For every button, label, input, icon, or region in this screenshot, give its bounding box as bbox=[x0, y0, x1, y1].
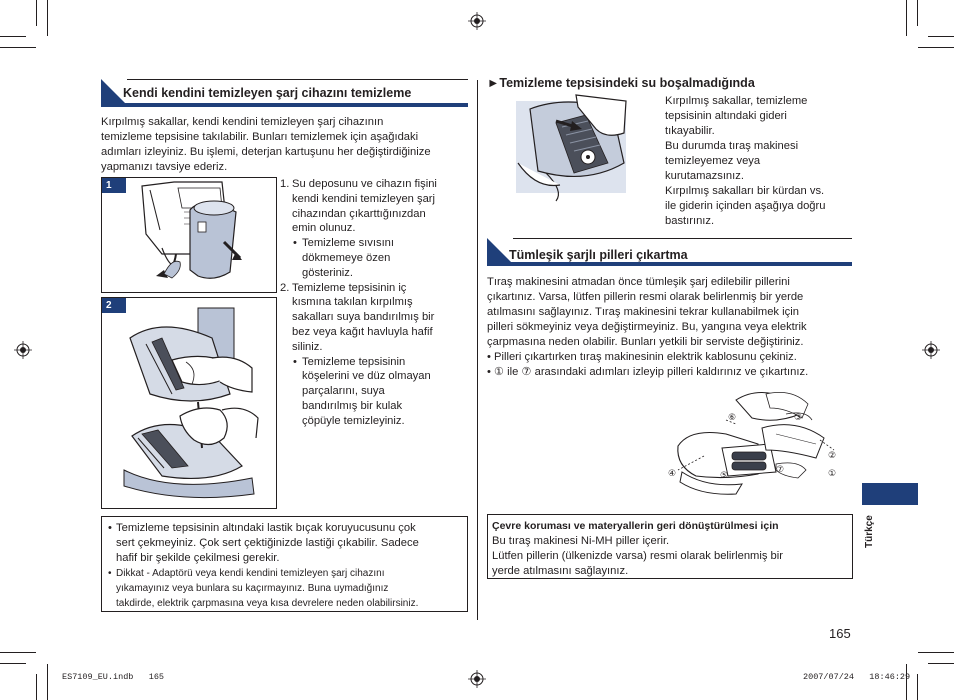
figure-number: 1 bbox=[102, 178, 126, 193]
text-line: Kırpılmış sakallar, temizleme bbox=[665, 95, 808, 107]
caution-note-1 bbox=[106, 521, 463, 566]
battery-paragraph bbox=[487, 275, 857, 380]
registration-mark-icon bbox=[468, 670, 486, 688]
drain-clearing-illustration bbox=[516, 93, 656, 203]
tray-heading: ►Temizleme tepsisindeki su boşalmadığında bbox=[487, 76, 755, 90]
crop-mark bbox=[0, 36, 26, 37]
text-line: Bu durumda tıraş makinesi bbox=[665, 140, 799, 152]
crop-mark bbox=[906, 664, 907, 700]
language-label-text: Türkçe bbox=[864, 515, 875, 548]
bullet: • bbox=[293, 355, 297, 368]
section-heading-battery bbox=[487, 238, 852, 266]
text-line: Temizleme tepsisinin bbox=[302, 355, 406, 368]
text-line: Temizleme tepsisinin iç bbox=[292, 281, 407, 294]
step-mark-3: ③ bbox=[794, 413, 803, 423]
language-tab bbox=[862, 483, 918, 505]
text-line: Temizleme tepsisinin altındaki lastik bıçak koruyucusunu çok bbox=[116, 522, 416, 534]
step-mark-1: ① bbox=[828, 469, 837, 479]
environment-title: Çevre koruması ve materyallerin geri dönüştürülmesi için bbox=[492, 520, 779, 532]
step-1-note bbox=[280, 236, 475, 280]
text-line: sakalları suya bandırılmış bir bbox=[292, 311, 435, 324]
text-line: bez veya kağıt havluyla hafif bbox=[292, 325, 433, 338]
caution-box bbox=[101, 516, 468, 612]
figure-number: 2 bbox=[102, 298, 126, 313]
battery-bullet-1: • Pilleri çıkartırken tıraş makinesinin elektrik kablosunu çekiniz. bbox=[487, 351, 797, 363]
crop-mark bbox=[918, 47, 954, 48]
intro-paragraph bbox=[101, 115, 471, 175]
text-line: gösteriniz. bbox=[302, 266, 353, 279]
page-number: 165 bbox=[829, 626, 851, 641]
charger-removal-illustration bbox=[102, 178, 276, 292]
text-line: kurutamazsınız. bbox=[665, 170, 744, 182]
text-line: parçalarını, suya bbox=[302, 385, 385, 398]
text-line: kısmına takılan kırpılmış bbox=[292, 296, 413, 309]
text-line: temizleme tepsisine takılabilir. Bunları temizlemek için aşağıdaki bbox=[101, 131, 419, 143]
environment-box bbox=[487, 514, 853, 579]
language-label bbox=[864, 508, 878, 548]
text-line: çarpmasına neden olabilir. Bunları yetkili bir serviste değiştiriniz. bbox=[487, 336, 804, 348]
step-mark-4: ④ bbox=[668, 469, 677, 479]
step-mark-6: ⑥ bbox=[728, 413, 737, 423]
text-line: hafif bir şekilde çekilmesi gerekir. bbox=[116, 552, 280, 564]
registration-mark-icon bbox=[922, 341, 940, 359]
text-line: bastırınız. bbox=[665, 215, 715, 227]
battery-removal-diagram bbox=[666, 384, 846, 496]
crop-mark bbox=[918, 652, 954, 653]
text-line: Su deposunu ve cihazın fişini bbox=[292, 178, 437, 190]
crop-mark bbox=[36, 0, 37, 26]
text-line: ile giderin içinden aşağıya doğru bbox=[665, 200, 826, 212]
text-line: adımları izleyiniz. Bu işlemi, deterjan kartuşunu her değiştirdiğinize bbox=[101, 146, 431, 158]
crop-mark bbox=[47, 664, 48, 700]
heading-text: Kendi kendini temizleyen şarj cihazını temizleme bbox=[123, 86, 412, 100]
footer-file: ES7109_EU.indb 165 bbox=[62, 672, 165, 682]
step-1 bbox=[280, 177, 475, 236]
bullet: • bbox=[293, 237, 297, 250]
text-line: tıkayabilir. bbox=[665, 125, 715, 137]
text-line: Bu tıraş makinesi Ni-MH piller içerir. bbox=[492, 535, 670, 547]
text-line: sert çekmeyiniz. Çok sert çektiğinizde lastiği çıkabilir. Sadece bbox=[116, 537, 419, 549]
text-line: siliniz. bbox=[292, 340, 323, 353]
text-line: pilleri sökmeyiniz veya değiştirmeyiniz. Bu, yangına veya elektrik bbox=[487, 321, 807, 333]
crop-mark bbox=[47, 0, 48, 36]
text-line: Temizleme sıvısını bbox=[302, 237, 395, 250]
column-divider bbox=[477, 80, 478, 620]
step-number: 1. bbox=[280, 178, 290, 190]
text-line: köşelerini ve düz olmayan bbox=[302, 370, 431, 383]
registration-mark-icon bbox=[14, 341, 32, 359]
step-mark-7: ⑦ bbox=[776, 465, 785, 475]
text-line: dökmemeye özen bbox=[302, 251, 391, 264]
crop-mark bbox=[0, 663, 26, 664]
section-heading-cleaning bbox=[101, 79, 468, 107]
text-line: Kırpılmış sakalları bir kürdan vs. bbox=[665, 185, 825, 197]
text-line: tepsisinin altındaki gideri bbox=[665, 110, 787, 122]
text-line: çöpüyle temizleyiniz. bbox=[302, 414, 405, 427]
crop-mark bbox=[928, 36, 954, 37]
crop-mark bbox=[36, 674, 37, 700]
crop-mark bbox=[928, 663, 954, 664]
text-line: yıkamayınız veya bunlara su kaçırmayınız. Buna uymadığınız bbox=[116, 583, 389, 594]
text-line: emin olunuz. bbox=[292, 222, 356, 235]
text-line: Lütfen pillerin (ülkenizde varsa) resmi olarak belirlenmiş bir bbox=[492, 550, 783, 562]
text-line: atılmasını sağlayınız. Tıraş makinesini tekrar kullanabilmek için bbox=[487, 306, 799, 318]
figure-1 bbox=[101, 177, 277, 293]
text-line: bandırılmış bir kulak bbox=[302, 399, 403, 412]
text-line: Dikkat - Adaptörü veya kendi kendini temizleyen şarj cihazını bbox=[116, 568, 385, 579]
tray-wiping-illustration bbox=[102, 298, 276, 508]
text-line: yerde atılmasını sağlayınız. bbox=[492, 565, 629, 577]
heading-text: Tümleşik şarjlı pilleri çıkartma bbox=[509, 248, 688, 262]
step-2 bbox=[280, 281, 475, 355]
step-2-note bbox=[280, 355, 475, 429]
battery-bullet-2: • ① ile ⑦ arasındaki adımları izleyip pilleri kaldırınız ve çıkartınız. bbox=[487, 366, 809, 378]
text-line: çıkartınız. Varsa, lütfen pillerin resmi olarak belirlenmiş bir yerde bbox=[487, 291, 804, 303]
text-line: yapmanızı tavsiye ederiz. bbox=[101, 161, 228, 173]
cleaning-steps bbox=[280, 177, 475, 429]
crop-mark bbox=[906, 0, 907, 36]
bullet: • bbox=[108, 522, 112, 534]
caution-note-2 bbox=[106, 566, 463, 611]
step-mark-5: ⑤ bbox=[720, 471, 729, 481]
crop-mark bbox=[917, 0, 918, 26]
tray-paragraph bbox=[665, 94, 865, 229]
crop-mark bbox=[0, 47, 36, 48]
text-line: Kırpılmış sakallar, kendi kendini temizleyen şarj cihazının bbox=[101, 116, 384, 128]
bullet: • bbox=[108, 568, 112, 579]
figure-2 bbox=[101, 297, 277, 509]
step-mark-2: ② bbox=[828, 451, 837, 461]
text-line: cihazından çıkarttığınızdan bbox=[292, 207, 426, 220]
crop-mark bbox=[917, 674, 918, 700]
footer-timestamp: 2007/07/24 18:46:29 bbox=[803, 672, 911, 682]
text-line: takdirde, elektrik çarpmasına veya kısa devrelere neden olabilirsiniz. bbox=[116, 598, 419, 609]
text-line: Tıraş makinesini atmadan önce tümleşik şarj edilebilir pillerini bbox=[487, 276, 790, 288]
step-number: 2. bbox=[280, 281, 290, 294]
text-line: temizleyemez veya bbox=[665, 155, 761, 167]
registration-mark-icon bbox=[468, 12, 486, 30]
crop-mark bbox=[0, 652, 36, 653]
text-line: kendi kendini temizleyen şarj bbox=[292, 192, 436, 205]
